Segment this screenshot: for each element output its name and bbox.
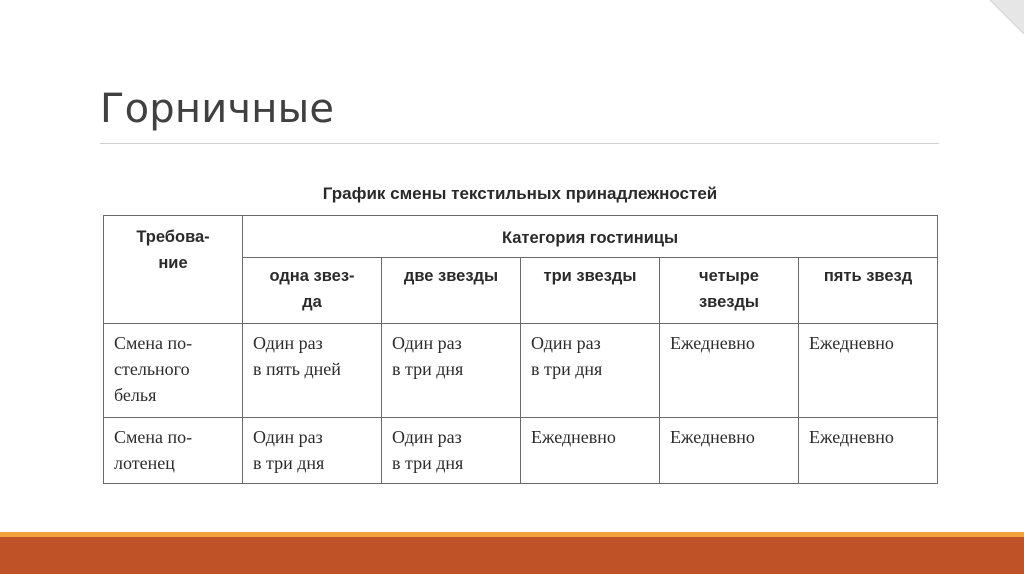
table-cell: Ежедневно: [521, 418, 660, 484]
slide-title: Горничные: [100, 86, 335, 132]
title-divider: [100, 143, 939, 144]
table-cell: Один раз в три дня: [382, 418, 521, 484]
table-cell: Один раз в пять дней: [243, 324, 382, 418]
header-four-stars: четыре звезды: [660, 258, 799, 324]
table-cell: Ежедневно: [799, 418, 938, 484]
table-cell: Ежедневно: [799, 324, 938, 418]
table-header-row: [104, 216, 938, 258]
table-row: [104, 418, 938, 484]
table-cell: Один раз в три дня: [243, 418, 382, 484]
header-hotel-category: Категория гостиницы: [243, 216, 938, 258]
footer-band: [0, 537, 1024, 574]
table-cell: Ежедневно: [660, 324, 799, 418]
table-cell: Один раз в три дня: [521, 324, 660, 418]
table-row: [104, 324, 938, 418]
textile-schedule-table: [103, 215, 938, 484]
row-requirement-label: Смена по- стельного белья: [104, 324, 243, 418]
header-requirement: Требова- ние: [104, 216, 243, 324]
table-cell: Ежедневно: [660, 418, 799, 484]
header-three-stars: три звезды: [521, 258, 660, 324]
header-one-star: одна звез- да: [243, 258, 382, 324]
row-requirement-label: Смена по- лотенец: [104, 418, 243, 484]
table-caption: График смены текстильных принадлежностей: [322, 184, 718, 203]
corner-triangle-icon: [990, 0, 1024, 34]
table-cell: Один раз в три дня: [382, 324, 521, 418]
header-two-stars: две звезды: [382, 258, 521, 324]
header-five-stars: пять звезд: [799, 258, 938, 324]
